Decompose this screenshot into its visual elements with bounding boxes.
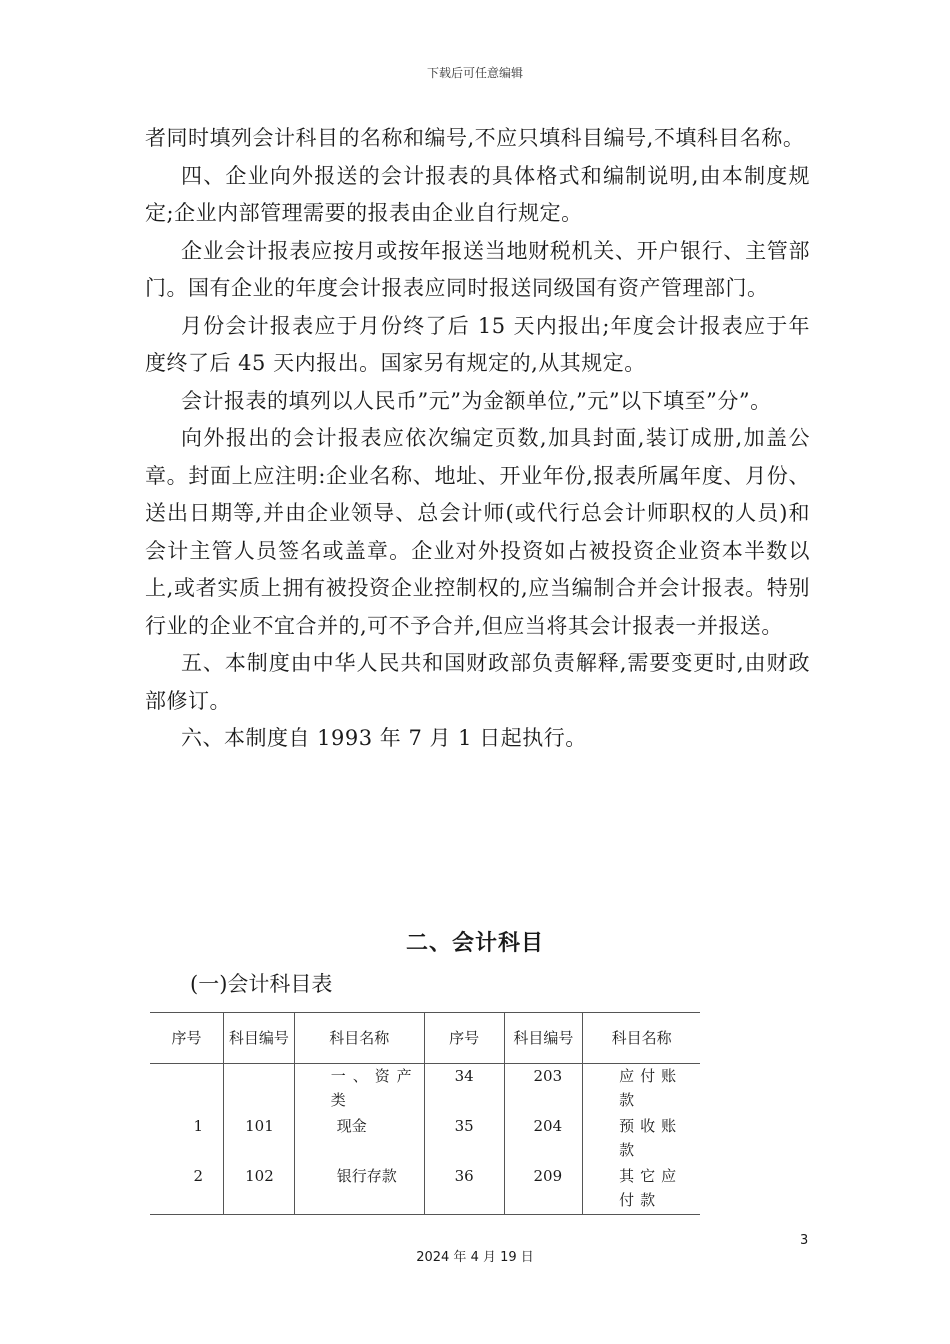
footer-date: 2024 年 4 月 19 日 bbox=[416, 1250, 534, 1265]
paragraph: 六、本制度自 1993 年 7 月 1 日起执行。 bbox=[181, 726, 587, 750]
table-row bbox=[150, 1114, 700, 1164]
table-cell: 一、资产类 bbox=[294, 1064, 424, 1115]
page-number: 3 bbox=[800, 1233, 809, 1248]
accounts-table bbox=[150, 1012, 700, 1215]
page-header-note: 下载后可任意编辑 bbox=[426, 66, 523, 80]
paragraph: 者同时填列会计科目的名称和编号,不应只填科目编号,不填科目名称。 bbox=[145, 126, 805, 150]
table-row bbox=[150, 1064, 700, 1115]
section-title: 二、会计科目 bbox=[405, 931, 544, 956]
table-cell: 34 bbox=[424, 1064, 504, 1115]
paragraph: 五、本制度由中华人民共和国财政部负责解释,需要变更时,由财政部修订。 bbox=[145, 651, 810, 713]
table-cell: 36 bbox=[424, 1164, 504, 1215]
paragraph: 企业会计报表应按月或按年报送当地财税机关、开户银行、主管部门。国有企业的年度会计报表应同时报送同级国有资产管理部门。 bbox=[145, 238, 810, 300]
paragraph: 四、企业向外报送的会计报表的具体格式和编制说明,由本制度规定;企业内部管理需要的报表由企业自行规定。 bbox=[145, 163, 810, 225]
table-cell: 其它应付款 bbox=[583, 1164, 700, 1215]
column-header: 序号 bbox=[150, 1013, 224, 1064]
table-cell: 2 bbox=[150, 1164, 224, 1215]
table-cell bbox=[150, 1064, 224, 1115]
column-header: 序号 bbox=[424, 1013, 504, 1064]
table-cell: 1 bbox=[150, 1114, 224, 1164]
table-cell: 35 bbox=[424, 1114, 504, 1164]
table-cell: 预收账款 bbox=[619, 1117, 683, 1159]
body-text bbox=[145, 120, 810, 758]
table-cell: 102 bbox=[224, 1164, 295, 1215]
paragraph: 会计报表的填列以人民币”元”为金额单位,”元”以下填至”分”。 bbox=[181, 388, 772, 413]
column-header: 科目编号 bbox=[224, 1013, 295, 1064]
table-cell: 209 bbox=[504, 1164, 583, 1215]
column-header: 科目名称 bbox=[583, 1013, 700, 1064]
table-cell bbox=[224, 1064, 295, 1115]
table-cell: 204 bbox=[504, 1114, 583, 1164]
column-header: 科目名称 bbox=[294, 1013, 424, 1064]
table-header-row bbox=[150, 1013, 700, 1064]
paragraph: 月份会计报表应于月份终了后 15 天内报出;年度会计报表应于年度终了后 45 天内报出。国家另有规定的,从其规定。 bbox=[145, 313, 810, 375]
subsection-title: (一)会计科目表 bbox=[190, 972, 333, 996]
table-row bbox=[150, 1164, 700, 1215]
table-cell: 101 bbox=[224, 1114, 295, 1164]
column-header: 科目编号 bbox=[504, 1013, 583, 1064]
table-cell: 应付账款 bbox=[619, 1067, 683, 1109]
table-cell: 银行存款 bbox=[294, 1164, 424, 1215]
table-cell: 203 bbox=[504, 1064, 583, 1115]
table-cell: 现金 bbox=[294, 1114, 424, 1164]
paragraph: 向外报出的会计报表应依次编定页数,加具封面,装订成册,加盖公章。封面上应注明:企业名称、地址、开业年份,报表所属年度、月份、送出日期等,并由企业领导、总会计师(或代行总会计师职权的人员)和会计主管人员签名或盖章。企业对外投资如占被投资企业资本半数以上,或者实质上拥有被投资企业控制权的,应当编制合并会计报表。特别行业的企业不宜合并的,可不予合并,但应当将其会计报表一并报送。 bbox=[145, 426, 810, 638]
